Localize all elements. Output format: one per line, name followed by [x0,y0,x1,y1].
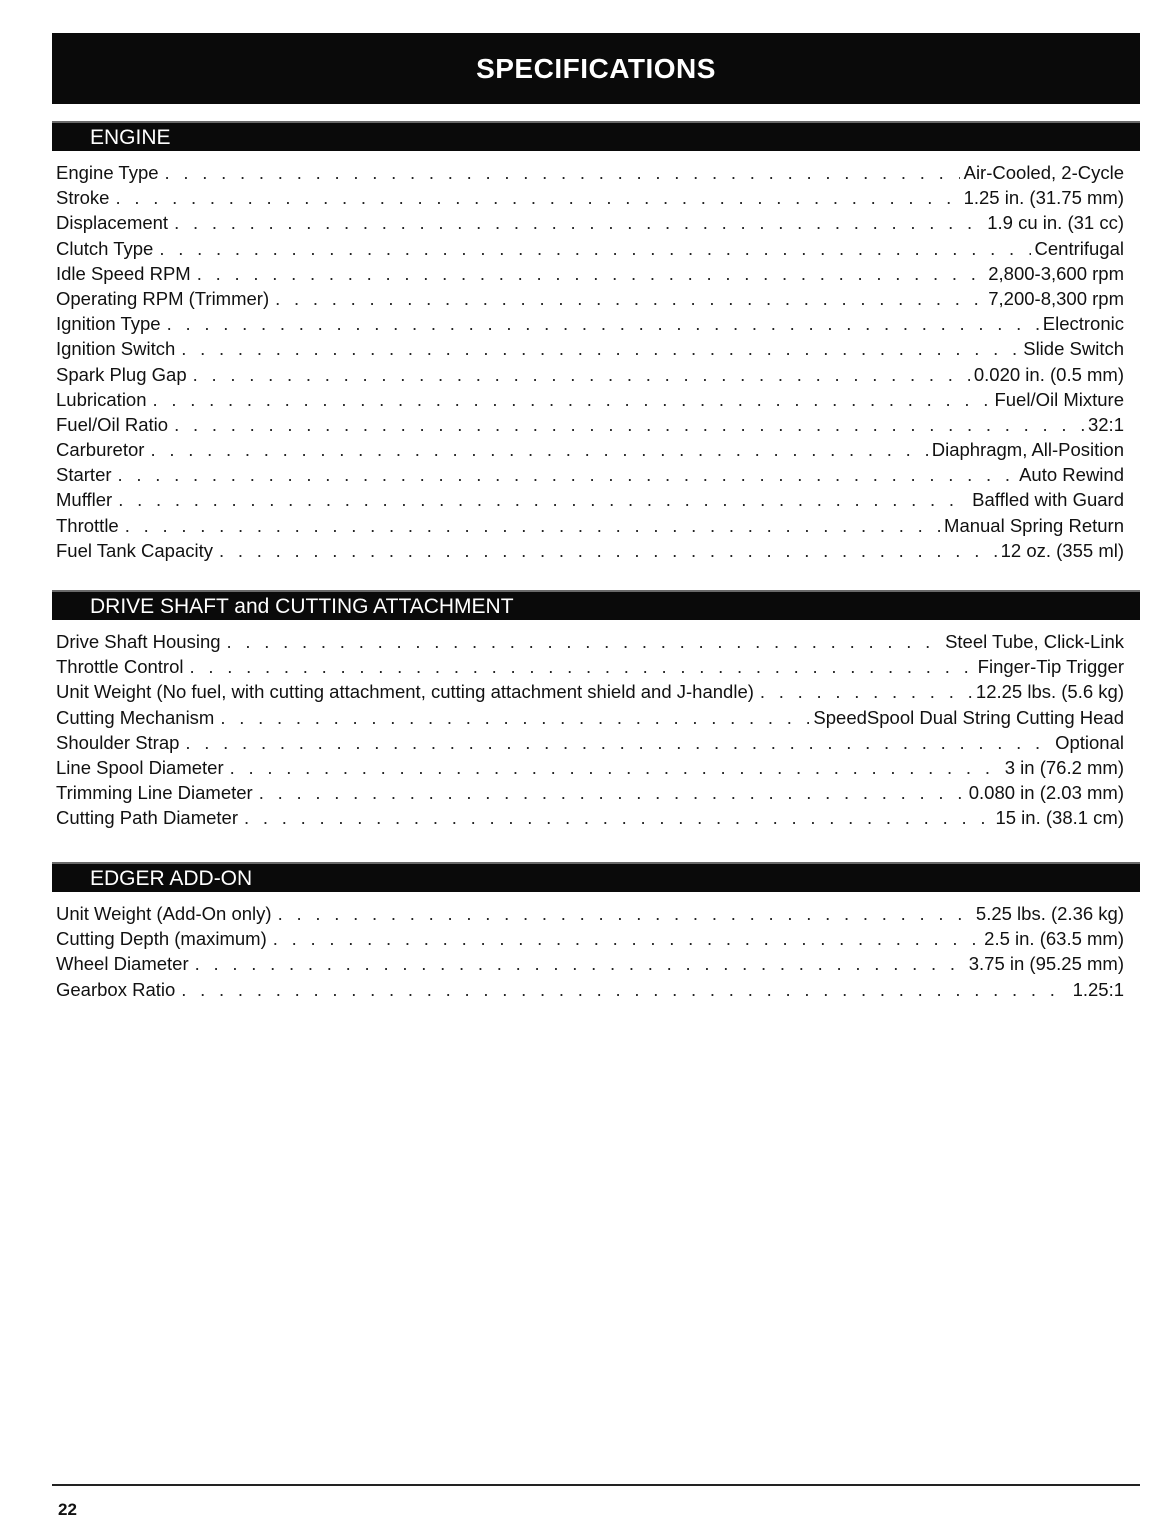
dot-leader [118,462,1016,487]
dot-leader [220,705,809,730]
spec-label: Throttle Control [56,656,184,678]
dot-leader [153,387,991,412]
dot-leader [219,538,997,563]
spec-value: 3 in (76.2 mm) [1004,756,1124,778]
spec-value: Air-Cooled, 2-Cycle [963,162,1124,183]
dot-leader [185,730,1051,755]
dot-leader [195,951,965,976]
spec-label: Muffler [56,489,113,511]
dot-leader [273,926,980,951]
dot-leader [174,412,1084,437]
spec-label: Drive Shaft Housing [56,631,221,652]
spec-label: Line Spool Diameter [56,756,224,778]
spec-row [52,210,1140,235]
footer-divider [52,1484,1140,1486]
dot-leader [230,755,1001,780]
spec-value: Baffled with Guard [972,489,1124,511]
spec-row [52,336,1140,361]
spec-label: Ignition Type [56,313,161,335]
dot-leader [275,286,984,311]
dot-leader [181,336,1019,361]
spec-label: Trimming Line Diameter [56,782,253,804]
spec-value: Auto Rewind [1019,464,1124,486]
spec-value: Electronic [1042,313,1124,335]
spec-row [52,705,1140,730]
section-edger-add-on [52,862,1140,1002]
dot-leader [227,629,942,654]
spec-row [52,311,1140,336]
spec-row [52,286,1140,311]
spec-value: Centrifugal [1034,237,1124,259]
spec-list [52,901,1140,1002]
spec-label: Starter [56,464,112,486]
spec-row [52,362,1140,387]
spec-row [52,513,1140,538]
dot-leader [167,311,1039,336]
dot-leader [125,513,940,538]
spec-row [52,160,1140,185]
spec-value: Finger-Tip Trigger [977,656,1124,678]
spec-label: Ignition Switch [56,338,176,360]
spec-label: Wheel Diameter [56,953,189,975]
spec-label: Clutch Type [56,237,154,259]
spec-value: 7,200-8,300 rpm [988,287,1124,309]
dot-leader [159,236,1030,261]
dot-leader [244,805,991,830]
dot-leader [150,437,927,462]
spec-row [52,926,1140,951]
spec-value: 2.5 in. (63.5 mm) [984,928,1124,950]
spec-row [52,487,1140,512]
dot-leader [278,901,972,926]
spec-label: Lubrication [56,388,147,410]
spec-value: 1.25:1 [1072,978,1124,1000]
spec-value: 2,800-3,600 rpm [988,262,1124,284]
spec-value: Diaphragm, All-Position [931,439,1124,461]
spec-value: Manual Spring Return [944,514,1124,536]
dot-leader [115,185,959,210]
dot-leader [165,160,960,185]
spec-label: Unit Weight (No fuel, with cutting attachment, cutting attachment shield and J-handle) [56,681,754,703]
spec-row [52,901,1140,926]
spec-value: 5.25 lbs. (2.36 kg) [975,903,1124,924]
spec-value: 15 in. (38.1 cm) [995,807,1124,829]
spec-row [52,412,1140,437]
spec-value: Slide Switch [1023,338,1124,360]
spec-label: Fuel Tank Capacity [56,539,213,561]
spec-label: Spark Plug Gap [56,363,187,385]
section-engine [52,121,1140,563]
spec-label: Fuel/Oil Ratio [56,413,169,435]
dot-leader [197,261,985,286]
spec-label: Unit Weight (Add-On only) [56,903,272,924]
dot-leader [259,780,965,805]
dot-leader [190,654,974,679]
spec-label: Engine Type [56,162,159,183]
dot-leader [174,210,983,235]
spec-label: Cutting Path Diameter [56,807,239,829]
spec-value: Optional [1055,731,1124,753]
dot-leader [118,487,968,512]
spec-label: Throttle [56,514,119,536]
spec-value: SpeedSpool Dual String Cutting Head [813,706,1124,728]
spec-row [52,805,1140,830]
spec-row [52,437,1140,462]
spec-value: Fuel/Oil Mixture [994,388,1124,410]
spec-row [52,654,1140,679]
spec-row [52,755,1140,780]
spec-value: 12 oz. (355 ml) [1000,539,1124,561]
spec-row [52,977,1140,1002]
section-drive-shaft [52,590,1140,831]
dot-leader [193,362,970,387]
spec-row [52,387,1140,412]
spec-label: Idle Speed RPM [56,262,191,284]
spec-row [52,261,1140,286]
spec-label: Shoulder Strap [56,731,180,753]
page-number: 22 [58,1500,77,1519]
section-heading: DRIVE SHAFT and CUTTING ATTACHMENT [52,590,1140,620]
section-heading: ENGINE [52,121,1140,151]
spec-row [52,780,1140,805]
spec-value: 1.9 cu in. (31 cc) [987,212,1124,234]
spec-row [52,730,1140,755]
spec-label: Displacement [56,212,169,234]
spec-list [52,160,1140,563]
spec-value: 12.25 lbs. (5.6 kg) [975,681,1124,703]
spec-row [52,185,1140,210]
spec-value: 1.25 in. (31.75 mm) [963,187,1124,209]
dot-leader [760,679,972,704]
spec-label: Cutting Mechanism [56,706,215,728]
spec-value: 0.020 in. (0.5 mm) [973,363,1124,385]
spec-row [52,629,1140,654]
spec-value: 32:1 [1087,413,1124,435]
spec-value: 0.080 in (2.03 mm) [968,782,1124,804]
spec-row [52,951,1140,976]
spec-value: Steel Tube, Click-Link [945,631,1124,652]
spec-label: Carburetor [56,439,145,461]
dot-leader [181,977,1068,1002]
spec-row [52,462,1140,487]
spec-label: Operating RPM (Trimmer) [56,287,270,309]
spec-row [52,538,1140,563]
spec-row [52,236,1140,261]
spec-list [52,629,1140,831]
spec-row [52,679,1140,704]
spec-label: Cutting Depth (maximum) [56,928,267,950]
spec-value: 3.75 in (95.25 mm) [968,953,1124,975]
spec-label: Stroke [56,187,110,209]
section-heading: EDGER ADD-ON [52,862,1140,892]
page-title: SPECIFICATIONS [52,33,1140,104]
spec-label: Gearbox Ratio [56,978,176,1000]
